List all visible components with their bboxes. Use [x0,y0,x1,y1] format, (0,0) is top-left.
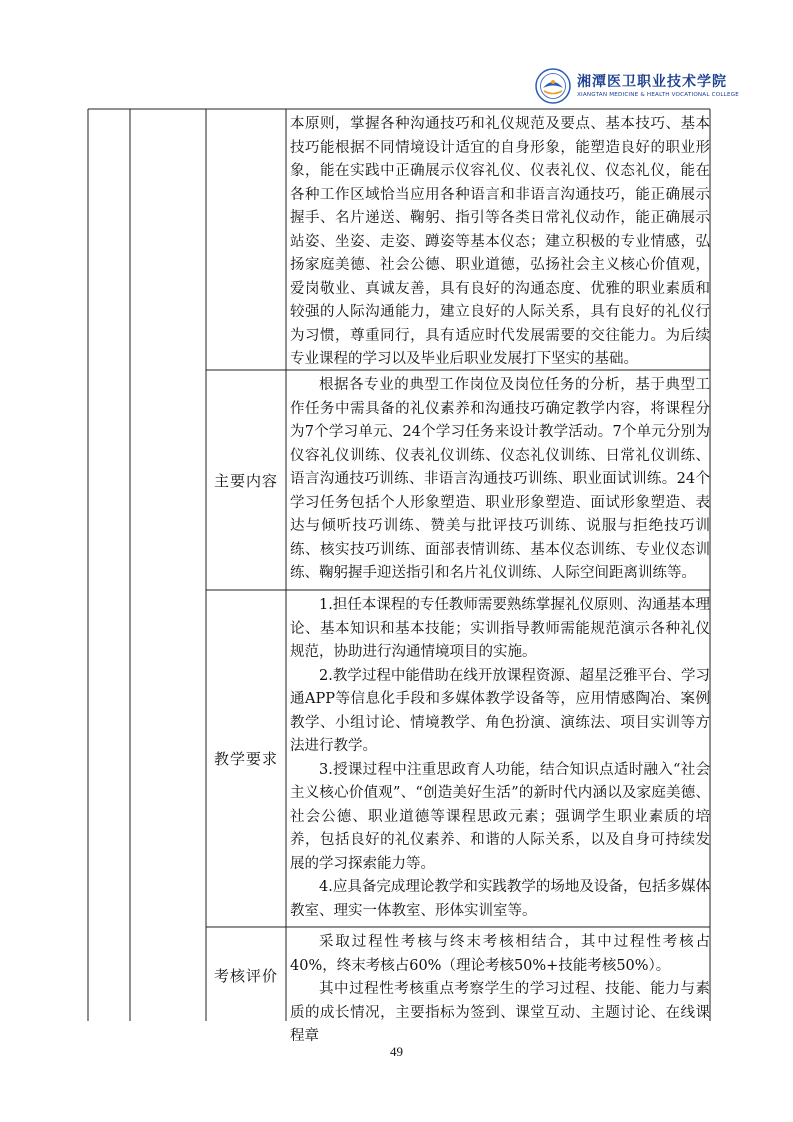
course-objectives-text [290,113,710,372]
requirement-item: 2.教学过程中能借助在线开放课程资源、超星泛雅平台、学习通APP等信息化手段和多媒体教学设备等，应用情感陶冶、案例教学、小组讨论、情境教学、角色扮演、演练法、项目实训等方法进行教学。 [290,667,710,754]
objectives-paragraph: 本原则，掌握各种沟通技巧和礼仪规范及要点、基本技巧、基本技巧能根据不同情境设计适宜的自身形象，能塑造良好的职业形象，能在实践中正确展示仪容礼仪、仪表礼仪、仪态礼仪，能在各种工作区域恰当应用各种语言和非语言沟通技巧，能正确展示握手、名片递送、鞠躬、指引等各类日常礼仪动作，能正确展示站姿、坐姿、走姿、蹲姿等基本仪态；建立积极的专业情感，弘扬家庭美德、社会公德、职业道德，弘扬社会主义核心价值观，爱岗敬业、真诚友善，具有良好的沟通态度、优雅的职业素质和较强的人际沟通能力，建立良好的人际关系，具有良好的礼仪行为习惯，尊重同行，具有适应时代发展需要的交往能力。为后续专业课程的学习以及毕业后职业发展打下坚实的基础。 [290,116,710,367]
requirement-item: 1.担任本课程的专任教师需要熟练掌握礼仪原则、沟通基本理论、基本知识和基本技能；实训指导教师需能规范演示各种礼仪规范，协助进行沟通情境项目的实施。 [290,597,710,660]
assessment-text [290,931,710,1049]
college-name-en: XIANGTAN MEDICINE & HEALTH VOCATIONAL COLLEGE [577,92,739,98]
college-logo [535,68,739,106]
page-number: 49 [390,1044,403,1059]
assessment-label: 考核评价 [213,967,278,985]
assessment-paragraph: 采取过程性考核与终末考核相结合，其中过程性考核占40%，终末考核占60%（理论考核50%+技能考核50%）。 [290,934,710,974]
main-content-paragraph: 根据各专业的典型工作岗位及岗位任务的分析，基于典型工作任务中需具备的礼仪素养和沟通技巧确定教学内容，将课程分为7个学习单元、24个学习任务来设计教学活动。7个单元分别为仪容礼仪训练、仪表礼仪训练、仪态礼仪训练、日常礼仪训练、语言沟通技巧训练、非语言沟通技巧训练、职业面试训练。24个学习任务包括个人形象塑造、职业形象塑造、面试形象塑造、表达与倾听技巧训练、赞美与批评技巧训练、说服与拒绝技巧训练、核实技巧训练、面部表情训练、基本仪态训练、专业仪态训练、鞠躬握手迎送指引和名片礼仪训练、人际空间距离训练等。 [290,377,710,581]
college-name-cn: 湘潭医卫职业技术学院 [577,74,727,90]
main-content-label: 主要内容 [213,472,278,490]
requirement-item: 4.应具备完成理论教学和实践教学的场地及设备，包括多媒体教室、理实一体教室、形体实训室等。 [290,879,710,919]
requirement-item: 3.授课过程中注重思政育人功能，结合知识点适时融入“社会主义核心价值观”、“创造美好生活”的新时代内涵以及家庭美德、社会公德、职业道德等课程思政元素；强调学生职业素质的培养，包括良好的礼仪素养、和谐的人际关系，以及自身可持续发展的学习探索能力等。 [290,761,710,872]
main-content-text [290,374,710,586]
teaching-requirements-text [290,594,710,923]
college-emblem-icon [535,68,571,104]
assessment-paragraph: 其中过程性考核重点考察学生的学习过程、技能、能力与素质的成长情况，主要指标为签到、课堂互动、主题讨论、在线课程章 [290,981,710,1044]
teaching-requirements-label: 教学要求 [213,750,278,768]
